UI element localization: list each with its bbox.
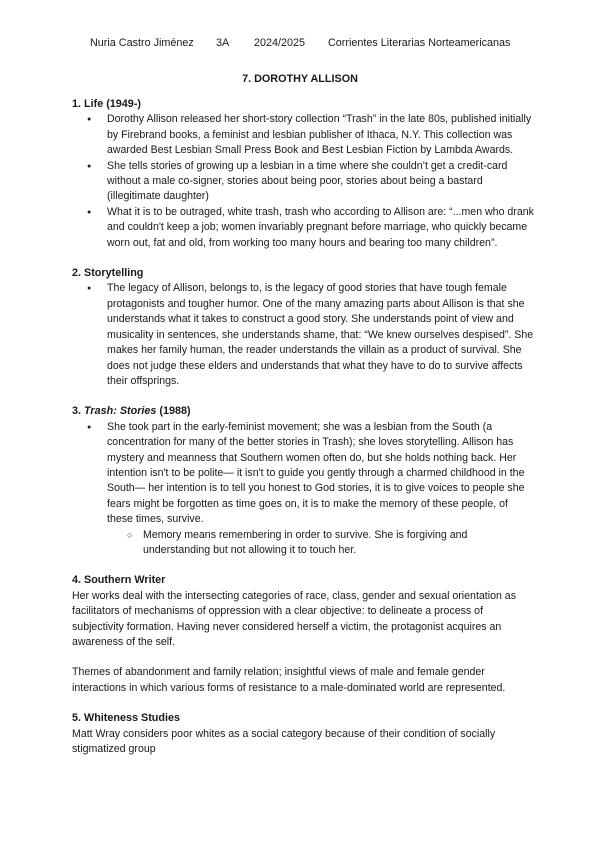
paragraph: Matt Wray considers poor whites as a social category because of their condition of socially stigmatized group bbox=[72, 727, 496, 756]
section-southern-writer bbox=[72, 573, 534, 696]
list-item: ● Dorothy Allison released her short-story collection “Trash” in the late 80s, published initially by Firebrand books, a feminist and lesbian publisher of Ithaca, N.Y. This collection was awarded Best Lesbian Small Press Book and Best Lesbian Fiction by Lambda Awards. bbox=[72, 112, 534, 158]
section-title: 4. Southern Writer bbox=[72, 574, 166, 587]
header-group: 3A bbox=[216, 37, 230, 49]
section-title bbox=[72, 404, 534, 419]
spacer bbox=[72, 696, 534, 711]
spacer bbox=[72, 251, 534, 266]
bullet-list bbox=[72, 112, 534, 251]
section-title: 5. Whiteness Studies bbox=[72, 712, 180, 725]
bullet-list bbox=[72, 420, 534, 559]
sub-list-item: ○ Memory means remembering in order to survive. She is forgiving and understanding but not allowing it to touch her. bbox=[107, 528, 534, 559]
section-title: 2. Storytelling bbox=[72, 267, 144, 280]
section-title-book: Trash: Stories bbox=[84, 405, 157, 418]
header-course-name: Corrientes Literarias Norteamericanas bbox=[328, 37, 511, 49]
list-item bbox=[72, 420, 534, 559]
list-item: ● She tells stories of growing up a lesbian in a time where she couldn’t get a credit-card without a male co-signer, stories about being poor, stories about being a bastard (illegitimate daughter) bbox=[72, 159, 534, 205]
bullet-list bbox=[72, 281, 534, 389]
section-storytelling bbox=[72, 266, 534, 389]
section-life bbox=[72, 97, 534, 251]
spacer bbox=[72, 650, 534, 665]
header-academic-year: 2024/2025 bbox=[254, 37, 306, 49]
header-student-name: Nuria Castro Jiménez bbox=[90, 37, 194, 49]
page-header bbox=[0, 36, 600, 52]
section-title: 1. Life (1949-) bbox=[72, 98, 142, 110]
list-item-text: She took part in the early-feminist movement; she was a lesbian from the South (a concentration for many of the better stories in Trash); she loves storytelling. Allison has mystery and meanness that Southern women often do, but she holds nothing back. Her intention isn't to be polite— it isn't to guide you gently through a charmed childhood in the South— her intention is to tell you honest to God stories, it is to give voices to people she fears might be forgotten as time goes on, it is to make the memory of these people, of these times, survive. bbox=[107, 420, 525, 526]
section-title-year: (1988) bbox=[159, 405, 191, 418]
section-whiteness-studies bbox=[72, 711, 534, 757]
list-item: ● What it is to be outraged, white trash, trash who according to Allison are: “...men who drank and couldn't keep a job; women invariably pregnant before marriage, who quickly became worn out, fat and old, from working too many hours and bearing too many children”. bbox=[72, 205, 534, 251]
document-title: 7. DOROTHY ALLISON bbox=[242, 73, 358, 85]
list-item: ● The legacy of Allison, belongs to, is the legacy of good stories that have tough female protagonists and tougher humor. One of the many amazing parts about Allison is that she understands what it takes to construct a good story. She understands point of view and musicality in sentences, she understands shame, that: “We knew ourselves despised”. She makes her family human, the reader understands the villain as a product of survival. She does not judge these elders and understands that what they have to do to survive affects their offsprings. bbox=[72, 281, 534, 389]
document-body bbox=[72, 97, 534, 757]
sub-bullet-list bbox=[107, 528, 534, 559]
spacer bbox=[72, 389, 534, 404]
paragraph: Themes of abandonment and family relation; insightful views of male and female gender interactions in which various forms of resistance to a male-dominated world are represented. bbox=[72, 666, 506, 694]
spacer bbox=[72, 558, 534, 573]
paragraph: Her works deal with the intersecting categories of race, class, gender and sexual orientation as facilitators of mechanisms of oppression with a clear objective: to delineate a process of subjectivity formation. Having never considered herself a victim, the protagonist acquires an awareness of the self. bbox=[72, 589, 516, 648]
section-title-number: 3. bbox=[72, 405, 82, 418]
section-trash-stories bbox=[72, 404, 534, 558]
